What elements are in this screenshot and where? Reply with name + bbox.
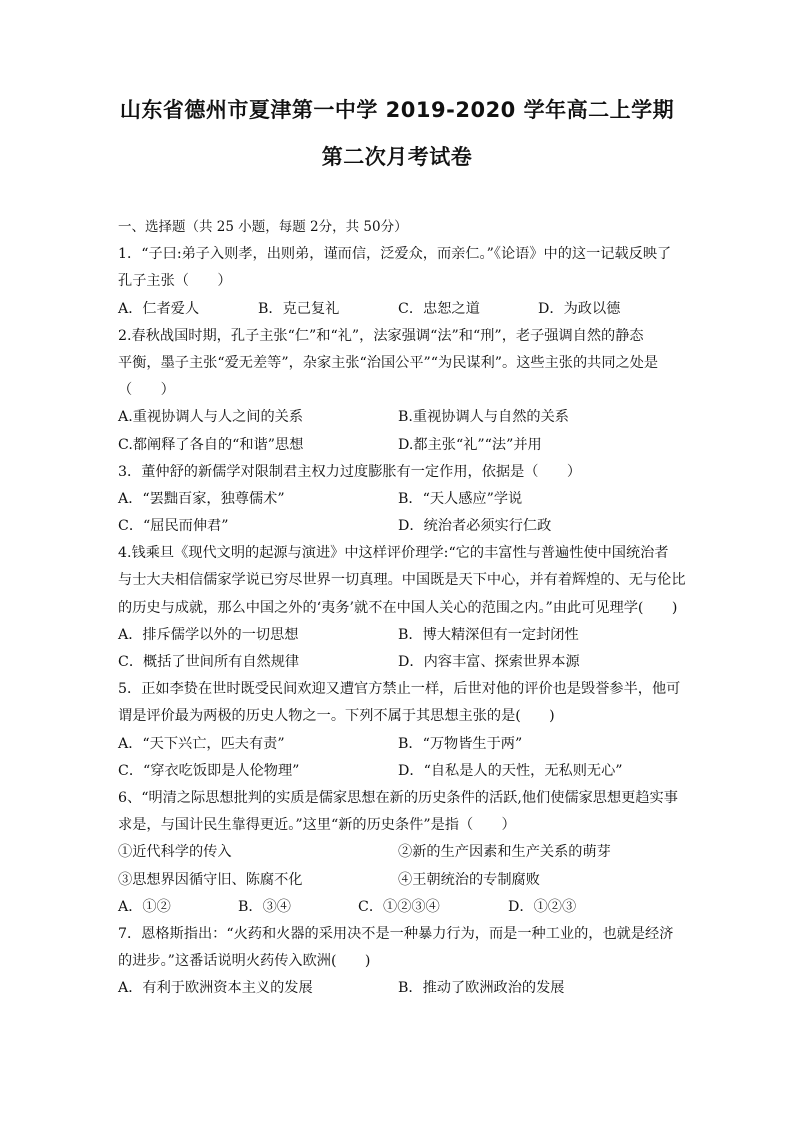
option-b: B．③④ <box>238 898 291 915</box>
option-c: C．概括了世间所有自然规律 <box>118 654 300 670</box>
question-options <box>118 649 678 676</box>
question-items <box>118 867 678 894</box>
option-a: A.重视协调人与人之间的关系 <box>118 409 304 426</box>
option-d: D．为政以德 <box>538 300 621 317</box>
question-options <box>118 622 678 649</box>
section-heading: 一、选择题（共 25 小题，每题 2分，共 50分） <box>118 219 408 235</box>
question-stem-line: 2.春秋战国时期，孔子主张“仁”和“礼”，法家强调“法”和“刑”，老子强调自然的静态 <box>118 327 644 344</box>
question-options <box>118 975 678 1002</box>
option-b: B．博大精深但有一定封闭性 <box>398 626 579 643</box>
option-b: B．“天人感应”学说 <box>398 490 523 507</box>
question-options <box>118 404 678 431</box>
question-stem-line: 的进步。”这番话说明火药传入欧洲( ) <box>118 953 371 970</box>
question-stem-line: 6、“明清之际思想批判的实质是儒家思想在新的历史条件的活跃,他们使儒家思想更趋实事 <box>118 789 678 806</box>
question-1 <box>118 241 678 323</box>
option-c: C．“穿衣吃饭即是人伦物理” <box>118 762 300 779</box>
question-stem-line: 的历史与成就，那么中国之外的‘夷务’就不在中国人关心的范围之内。”由此可见理学( ) <box>118 599 678 616</box>
question-5 <box>118 676 681 785</box>
option-c: C．“屈民而伸君” <box>118 518 229 535</box>
option-c: C．①②③④ <box>358 898 440 915</box>
option-a: A．“罢黜百家，独尊儒术” <box>118 490 285 507</box>
option-b: B.重视协调人与自然的关系 <box>398 409 569 426</box>
question-stem-line: 孔子主张（ ） <box>118 273 232 290</box>
question-stem-line: 1．“子曰:弟子入则孝，出则弟，谨而信，泛爱众，而亲仁。”《论语》中的这一记载反映了 <box>118 246 672 263</box>
question-options <box>118 731 678 758</box>
question-2 <box>118 323 678 459</box>
question-stem-line: 5．正如李贽在世时既受民间欢迎又遭官方禁止一样，后世对他的评价也是毁誉参半，他可 <box>118 681 681 698</box>
question-3 <box>118 459 678 541</box>
question-stem-line: 谓是评价最为两极的历史人物之一。下列不属于其思想主张的是( ) <box>118 708 555 725</box>
question-stem-line: 与士大夫相信儒家学说已穷尽世界一切真理。中国既是天下中心，并有着辉煌的、无与伦比 <box>118 572 686 589</box>
option-a: A．排斥儒学以外的一切思想 <box>118 626 299 643</box>
option-b: B．克己复礼 <box>258 300 340 317</box>
option-a: A．“天下兴亡，匹夫有责” <box>118 735 285 752</box>
option-d: D．统治者必须实行仁政 <box>398 518 552 535</box>
option-c: C.都阐释了各自的“和谐”思想 <box>118 436 304 453</box>
option-a: A．有利于欧洲资本主义的发展 <box>118 980 313 997</box>
option-b: B．“万物皆生于两” <box>398 735 523 752</box>
option-c: C．忠恕之道 <box>398 300 480 317</box>
question-options <box>118 894 678 921</box>
item-2: ②新的生产因素和生产关系的萌芽 <box>398 844 611 861</box>
question-4 <box>118 540 686 676</box>
option-a: A．仁者爱人 <box>118 300 200 317</box>
question-stem-line: 4.钱乘旦《现代文明的起源与演进》中这样评价理学:“它的丰富性与普遍性使中国统治者 <box>118 545 669 562</box>
exam-title-line2: 第二次月考试卷 <box>321 145 473 169</box>
question-stem-line: 求是，与国计民生靠得更近。”这里“新的历史条件”是指（ ） <box>118 817 516 834</box>
option-d: D．内容丰富、探索世界本源 <box>398 654 580 670</box>
exam-content <box>118 214 686 1002</box>
question-options <box>118 296 678 323</box>
question-options <box>118 432 678 459</box>
question-items <box>118 839 678 866</box>
question-options <box>118 758 678 785</box>
question-6 <box>118 785 678 921</box>
question-7 <box>118 921 678 1003</box>
option-a: A．①② <box>118 898 171 915</box>
question-options <box>118 513 678 540</box>
option-d: D．①②③ <box>508 898 577 915</box>
question-stem-line: 平衡，墨子主张“爱无差等”，杂家主张“治国公平”“为民谋利”。这些主张的共同之处是 <box>118 354 659 371</box>
item-1: ①近代科学的传入 <box>118 844 232 861</box>
question-stem-line: （ ） <box>118 382 175 399</box>
option-d: D.都主张“礼”“法”并用 <box>398 436 542 453</box>
item-3: ③思想界因循守旧、陈腐不化 <box>118 871 303 888</box>
question-stem-line: 7．恩格斯指出：“火药和火器的采用决不是一种暴力行为，而是一种工业的，也就是经济 <box>118 925 674 942</box>
item-4: ④王朝统治的专制腐败 <box>398 871 540 888</box>
option-d: D．“自私是人的天性，无私则无心” <box>398 762 623 779</box>
exam-title-line1: 山东省德州市夏津第一中学 2019-2020 学年高二上学期 <box>119 98 675 122</box>
option-b: B．推动了欧洲政治的发展 <box>398 980 565 997</box>
question-options <box>118 486 678 513</box>
question-stem-line: 3．董仲舒的新儒学对限制君主权力过度膨胀有一定作用，依据是（ ） <box>118 463 582 480</box>
